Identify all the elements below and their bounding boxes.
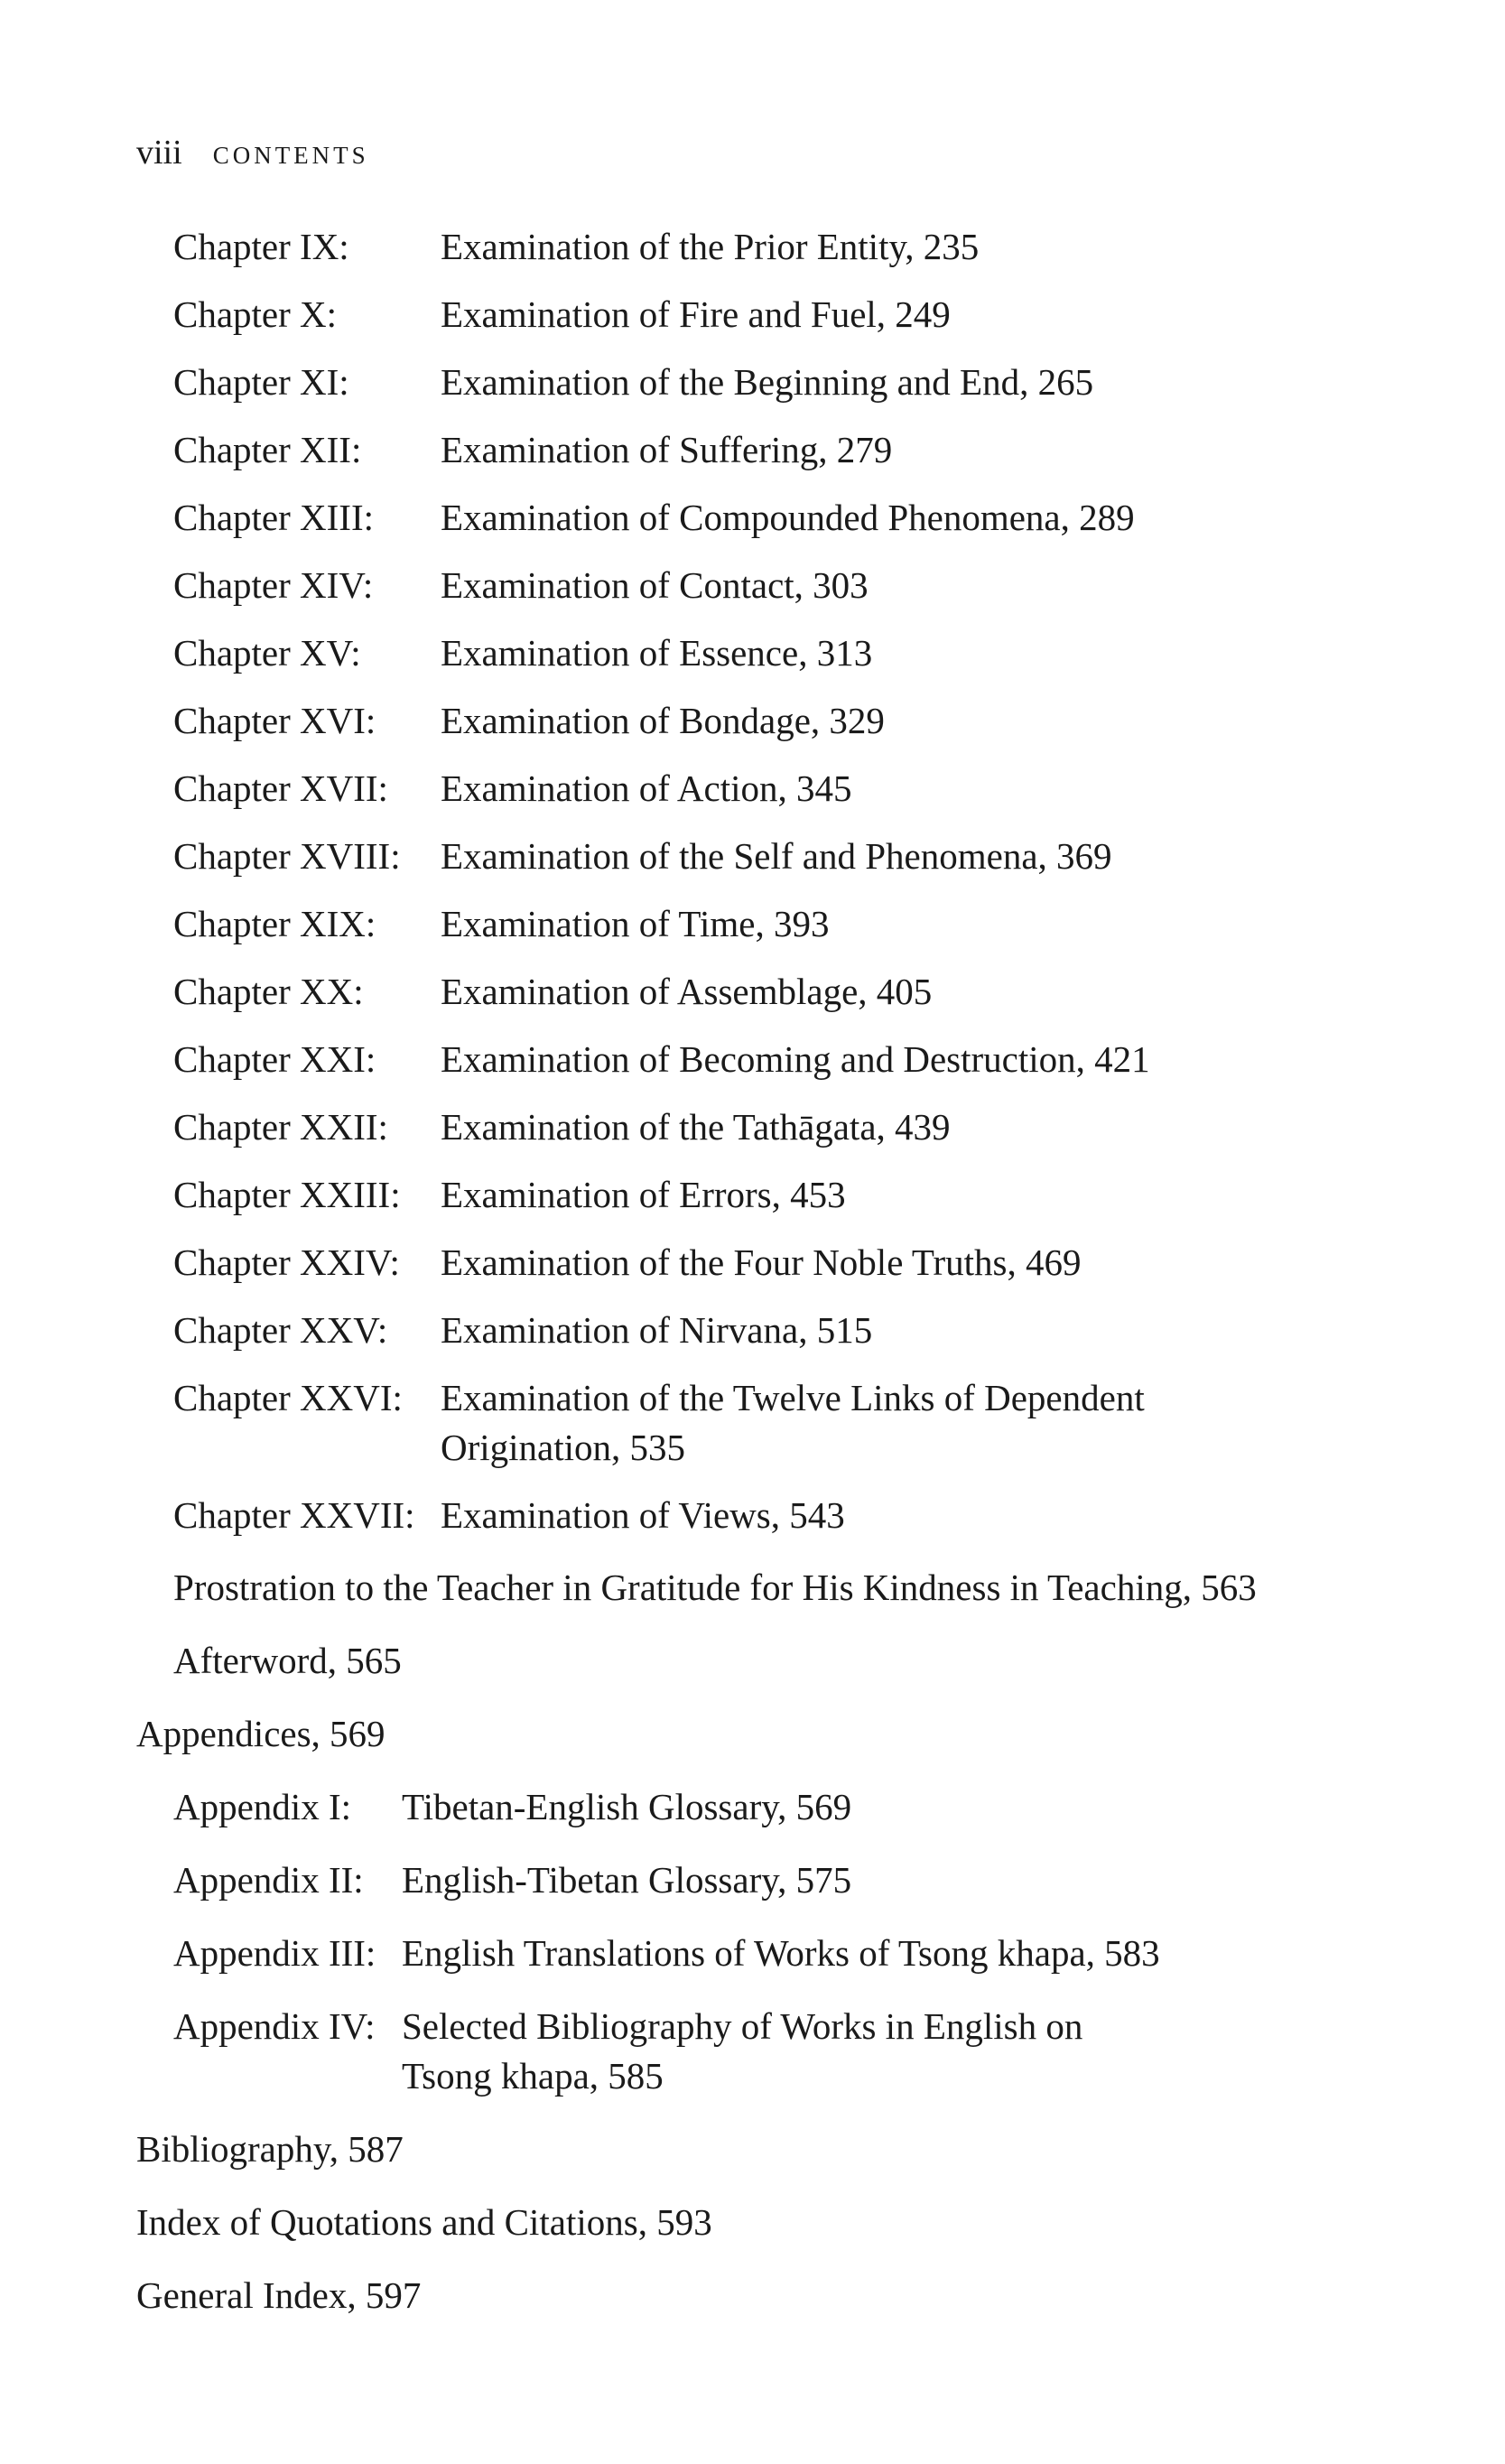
appendix-title: Selected Bibliography of Works in English on (402, 2005, 1083, 2047)
chapter-title: Examination of Errors, 453 (441, 1174, 846, 1215)
chapter-title: Examination of the Four Noble Truths, 469 (441, 1241, 1082, 1283)
toc-entry-index-quotations: Index of Quotations and Citations, 593 (136, 2201, 712, 2243)
chapter-title: Examination of Assemblage, 405 (441, 971, 933, 1012)
chapter-label: Chapter XIII: (173, 497, 374, 538)
chapter-label: Chapter XIV: (173, 564, 374, 606)
appendix-label: Appendix II: (173, 1859, 364, 1901)
chapter-title: Examination of Suffering, 279 (441, 429, 893, 470)
chapter-label: Chapter XXI: (173, 1038, 376, 1080)
toc-entry-bibliography: Bibliography, 587 (136, 2128, 404, 2170)
toc-entry-afterword: Afterword, 565 (173, 1640, 402, 1681)
chapter-title: Examination of Views, 543 (441, 1494, 845, 1536)
chapter-label: Chapter XXVII: (173, 1494, 415, 1536)
chapter-label: Chapter XX: (173, 971, 364, 1012)
chapter-title: Examination of Essence, 313 (441, 632, 873, 674)
chapter-title: Examination of Fire and Fuel, 249 (441, 293, 951, 335)
chapter-title: Examination of Becoming and Destruction, 421 (441, 1038, 1150, 1080)
chapter-title: Examination of Compounded Phenomena, 289 (441, 497, 1135, 538)
chapter-label: Chapter XXV: (173, 1309, 388, 1351)
running-head (136, 135, 369, 170)
chapter-label: Chapter XI: (173, 361, 349, 403)
chapter-label: Chapter XIX: (173, 903, 376, 944)
appendix-label: Appendix III: (173, 1932, 376, 1974)
chapter-title: Examination of the Beginning and End, 265 (441, 361, 1094, 403)
chapter-title: Examination of Action, 345 (441, 767, 852, 809)
chapter-label: Chapter XXVI: (173, 1377, 403, 1418)
appendix-label: Appendix I: (173, 1786, 351, 1827)
toc-entry-prostration: Prostration to the Teacher in Gratitude for His Kindness in Teaching, 563 (173, 1567, 1257, 1608)
chapter-title: Examination of the Self and Phenomena, 369 (441, 835, 1112, 877)
chapter-label: Chapter XII: (173, 429, 362, 470)
appendix-title: Tibetan-English Glossary, 569 (402, 1786, 852, 1827)
chapter-label: Chapter XXII: (173, 1106, 388, 1148)
chapter-label: Chapter XXIII: (173, 1174, 401, 1215)
chapter-title-continuation: Origination, 535 (441, 1427, 686, 1468)
chapter-title: Examination of Bondage, 329 (441, 700, 885, 741)
appendix-label: Appendix IV: (173, 2005, 376, 2047)
chapter-title: Examination of the Tathāgata, 439 (441, 1106, 951, 1148)
chapter-title: Examination of the Prior Entity, 235 (441, 226, 980, 267)
chapter-title: Examination of Contact, 303 (441, 564, 869, 606)
toc-entry-general-index: General Index, 597 (136, 2274, 422, 2316)
chapter-title: Examination of Time, 393 (441, 903, 830, 944)
chapter-label: Chapter XVI: (173, 700, 376, 741)
appendix-title: English-Tibetan Glossary, 575 (402, 1859, 852, 1901)
chapter-label: Chapter XV: (173, 632, 361, 674)
appendix-title-continuation: Tsong khapa, 585 (402, 2055, 664, 2097)
page-number: viii (136, 134, 182, 172)
appendix-title: English Translations of Works of Tsong khapa, 583 (402, 1932, 1160, 1974)
chapter-label: Chapter X: (173, 293, 338, 335)
chapter-label: Chapter IX: (173, 226, 349, 267)
chapter-title: Examination of Nirvana, 515 (441, 1309, 873, 1351)
chapter-label: Chapter XXIV: (173, 1241, 400, 1283)
chapter-label: Chapter XVIII: (173, 835, 401, 877)
toc-entry-appendices: Appendices, 569 (136, 1713, 386, 1754)
chapter-label: Chapter XVII: (173, 767, 388, 809)
running-head-title: CONTENTS (212, 142, 369, 169)
chapter-title: Examination of the Twelve Links of Dependent (441, 1377, 1145, 1418)
